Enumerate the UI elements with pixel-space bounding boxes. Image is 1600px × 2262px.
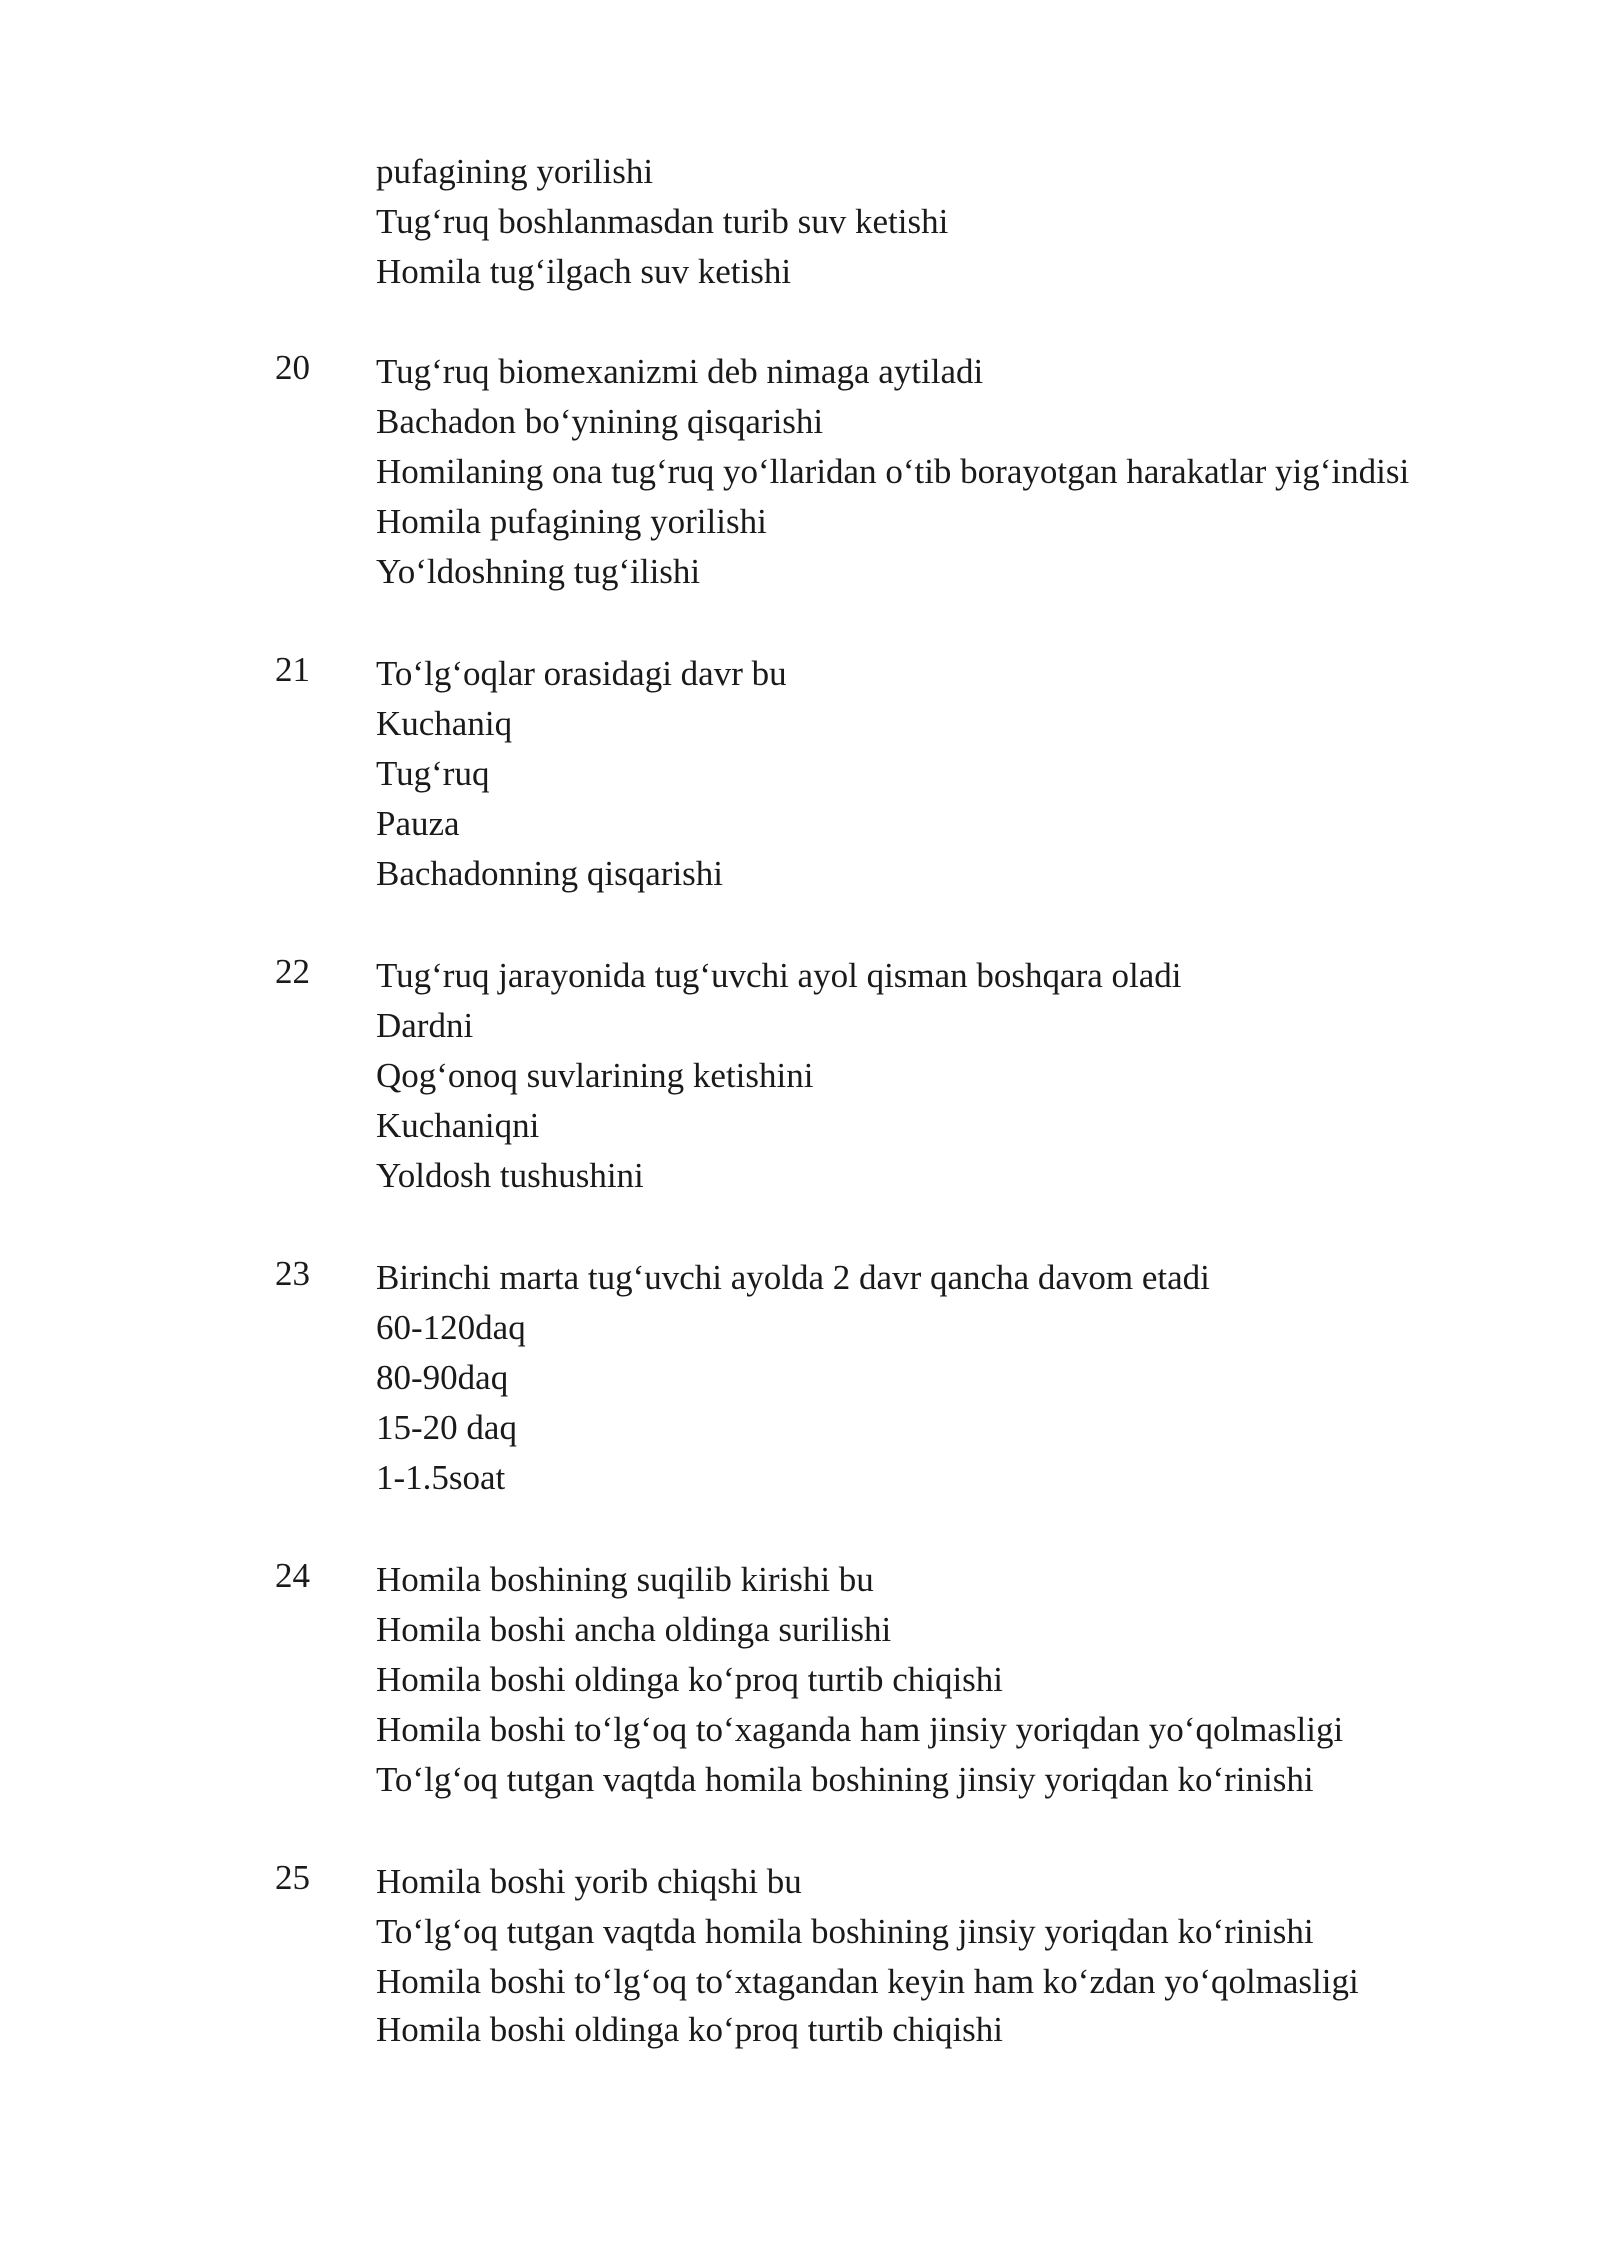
question-text: Homila boshi yorib chiqshi bu [376,1862,802,1901]
answer-option: Homila boshi oldinga ko‘proq turtib chiqishi [376,1660,1004,1699]
question-number: 22 [275,952,310,991]
answer-option: Homila boshi oldinga ko‘proq turtib chiqishi [376,2010,1004,2049]
answer-option: Dardni [376,1006,474,1045]
answer-option: Homila boshi to‘lg‘oq to‘xtagandan keyin ham ko‘zdan yo‘qolmasligi [376,1962,1359,2001]
answer-option: 60-120daq [376,1308,526,1347]
continuation-option-3: Homila tug‘ilgach suv ketishi [376,252,792,291]
question-text: To‘lg‘oqlar orasidagi davr bu [376,654,787,693]
answer-option: 80-90daq [376,1358,509,1397]
answer-option: Homila pufagining yorilishi [376,502,767,541]
answer-option: Tug‘ruq [376,754,490,793]
question-text: Birinchi marta tug‘uvchi ayolda 2 davr qancha davom etadi [376,1258,1210,1297]
answer-option: 1-1.5soat [376,1458,506,1497]
question-number: 20 [275,348,310,387]
continuation-option-1: pufagining yorilishi [376,152,654,191]
answer-option: Kuchaniqni [376,1106,540,1145]
answer-option: Homila boshi ancha oldinga surilishi [376,1610,892,1649]
question-text: Homila boshining suqilib kirishi bu [376,1560,874,1599]
answer-option: 15-20 daq [376,1408,517,1447]
answer-option: Qog‘onoq suvlarining ketishini [376,1056,814,1095]
continuation-option-2: Tug‘ruq boshlanmasdan turib suv ketishi [376,202,949,241]
answer-option: To‘lg‘oq tutgan vaqtda homila boshining jinsiy yoriqdan ko‘rinishi [376,1912,1314,1951]
answer-option: Homila boshi to‘lg‘oq to‘xaganda ham jinsiy yoriqdan yo‘qolmasligi [376,1710,1344,1749]
answer-option: Yo‘ldoshning tug‘ilishi [376,552,701,591]
answer-option: Pauza [376,804,460,843]
question-number: 25 [275,1858,310,1897]
answer-option: Homilaning ona tug‘ruq yo‘llaridan o‘tib borayotgan harakatlar yig‘indisi [376,452,1410,491]
answer-option: Bachadon bo‘ynining qisqarishi [376,402,824,441]
question-number: 21 [275,650,310,689]
answer-option: To‘lg‘oq tutgan vaqtda homila boshining jinsiy yoriqdan ko‘rinishi [376,1760,1314,1799]
answer-option: Kuchaniq [376,704,513,743]
question-text: Tug‘ruq jarayonida tug‘uvchi ayol qisman boshqara oladi [376,956,1182,995]
answer-option: Bachadonning qisqarishi [376,854,724,893]
question-number: 23 [275,1254,310,1293]
answer-option: Yoldosh tushushini [376,1156,644,1195]
question-text: Tug‘ruq biomexanizmi deb nimaga aytiladi [376,352,984,391]
question-number: 24 [275,1556,310,1595]
